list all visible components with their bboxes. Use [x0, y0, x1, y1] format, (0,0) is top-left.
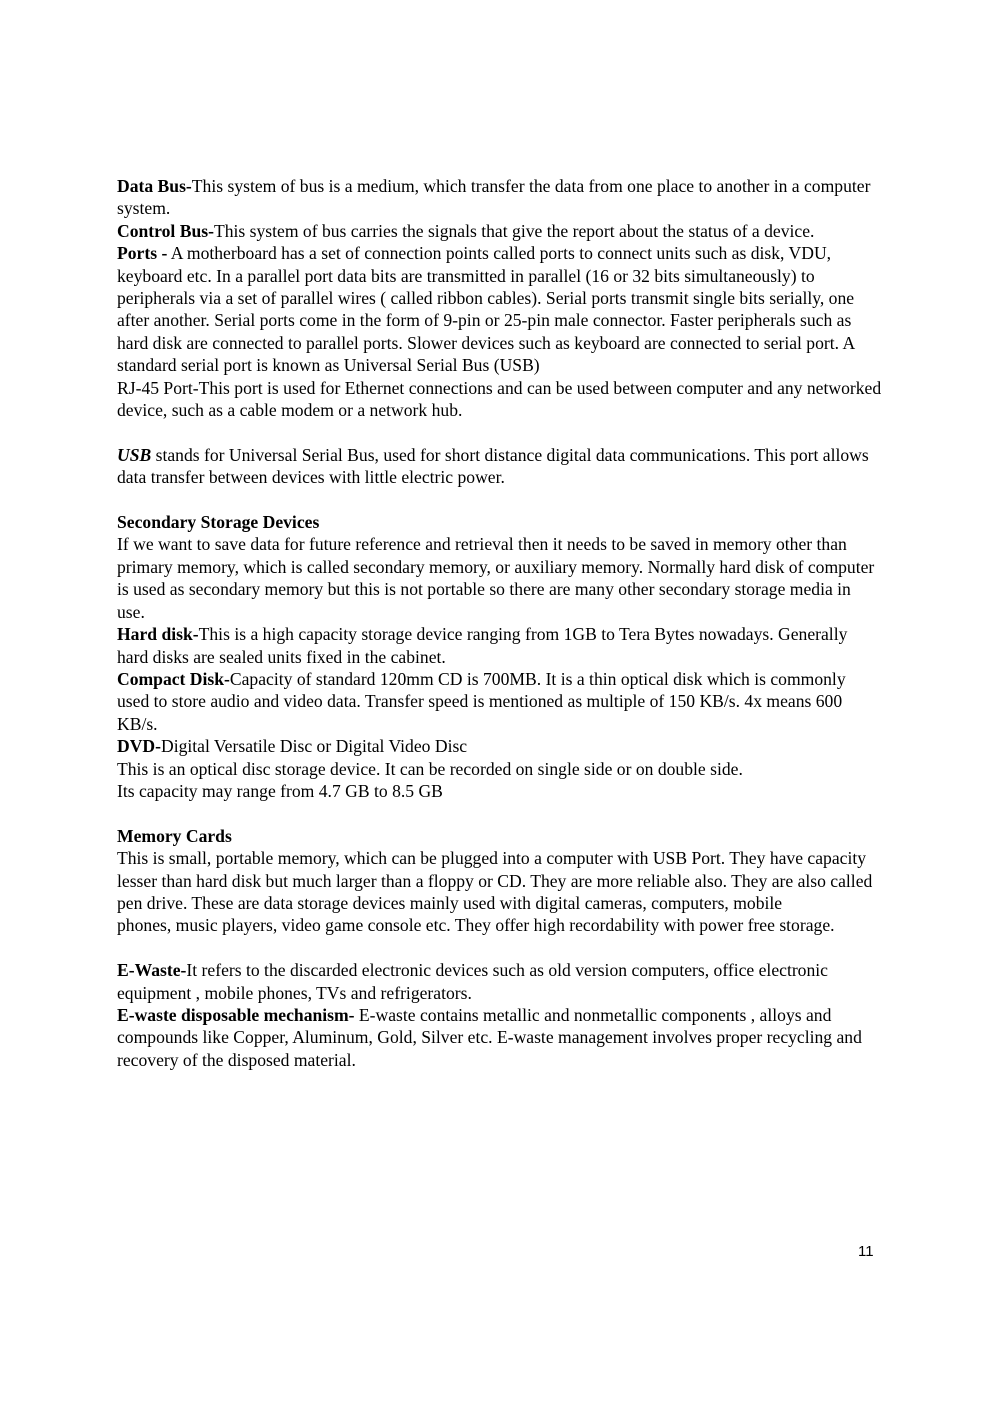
- dvd-line-1: This is an optical disc storage device. It can be recorded on single side or on double side.: [117, 758, 743, 779]
- ewaste-disposal-paragraph: [117, 1004, 882, 1071]
- hard-disk-text: This is a high capacity storage device ranging from 1GB to Tera Bytes nowadays. Generally hard disks are sealed units fixed in the cabinet.: [117, 624, 848, 667]
- ports-text: A motherboard has a set of connection points called ports to connect units such as disk, VDU, keyboard etc. In a parallel port data bits are transmitted in parallel (16 or 32 bits simultaneously) to peripherals via a set of parallel wires ( called ribbon cables). Serial ports transmit single bits serially, one after another. Serial ports come in the form of 9-pin or 25-pin male connector. Faster peripherals such as hard disk are connected to parallel ports. Slower devices such as keyboard are connected to serial port. A standard serial port is known as Universal Serial Bus (USB): [117, 243, 855, 376]
- data-bus-paragraph: [117, 175, 882, 220]
- secondary-storage-heading: Secondary Storage Devices: [117, 512, 320, 533]
- ewaste-disposal-text: E-waste contains metallic and nonmetallic components , alloys and compounds like Copper, Aluminum, Gold, Silver etc. E-waste management involves proper recycling and recovery of the disposed material.: [117, 1004, 862, 1070]
- data-bus-term: Data Bus-: [117, 176, 192, 196]
- memory-cards-text-2: phones, music players, video game console etc. They offer high recordability with power free storage.: [117, 915, 835, 936]
- ewaste-text: It refers to the discarded electronic devices such as old version computers, office electronic equipment , mobile phones, TVs and refrigerators.: [117, 960, 828, 1003]
- ports-term: Ports -: [117, 243, 168, 264]
- control-bus-paragraph: [117, 220, 882, 242]
- compact-disk-term: Compact Disk-: [117, 668, 230, 689]
- page-number: 11: [858, 1243, 874, 1260]
- dvd-paragraph: [117, 735, 882, 757]
- compact-disk-text: Capacity of standard 120mm CD is 700MB. It is a thin optical disk which is commonly used to store audio and video data. Transfer speed is mentioned as multiple of 150 KB/s. 4x means 600 KB/s.: [117, 668, 846, 734]
- control-bus-text: This system of bus carries the signals that give the report about the status of a device.: [213, 220, 815, 241]
- ewaste-disposal-term: E-waste disposable mechanism-: [117, 1004, 355, 1025]
- memory-cards-text-1: This is small, portable memory, which can be plugged into a computer with USB Port. They have capacity lesser than hard disk but much larger than a floppy or CD. They are more reliable also. They are also called pen drive. These are data storage devices mainly used with digital cameras, computers, mobile: [117, 848, 873, 913]
- usb-text: stands for Universal Serial Bus, used for short distance digital data communications. This port allows data transfer between devices with little electric power.: [117, 444, 869, 488]
- compact-disk-paragraph: [117, 668, 882, 735]
- control-bus-term: Control Bus-: [117, 220, 214, 241]
- memory-cards-heading: Memory Cards: [117, 825, 232, 846]
- dvd-text: Digital Versatile Disc or Digital Video Disc: [160, 736, 468, 757]
- hard-disk-term: Hard disk-: [117, 624, 199, 645]
- usb-paragraph: [117, 444, 882, 489]
- secondary-storage-text: If we want to save data for future reference and retrieval then it needs to be saved in memory other than primary memory, which is called secondary memory, or auxiliary memory. Normally hard disk of computer is used as secondary memory but this is not portable so there are many other secondary storage media in use.: [117, 534, 875, 622]
- rj45-paragraph: RJ-45 Port-This port is used for Ethernet connections and can be used between computer and any networked device, such as a cable modem or a network hub.: [117, 377, 882, 421]
- ports-paragraph: [117, 242, 882, 376]
- dvd-line-2: Its capacity may range from 4.7 GB to 8.5 GB: [117, 780, 443, 801]
- usb-term: USB: [117, 444, 152, 465]
- hard-disk-paragraph: [117, 623, 882, 668]
- ewaste-paragraph: [117, 959, 882, 1004]
- ewaste-term: E-Waste-: [117, 960, 187, 981]
- dvd-term: DVD-: [117, 736, 161, 757]
- data-bus-text: This system of bus is a medium, which transfer the data from one place to another in a computer system.: [117, 176, 871, 219]
- page-content: [117, 175, 882, 1071]
